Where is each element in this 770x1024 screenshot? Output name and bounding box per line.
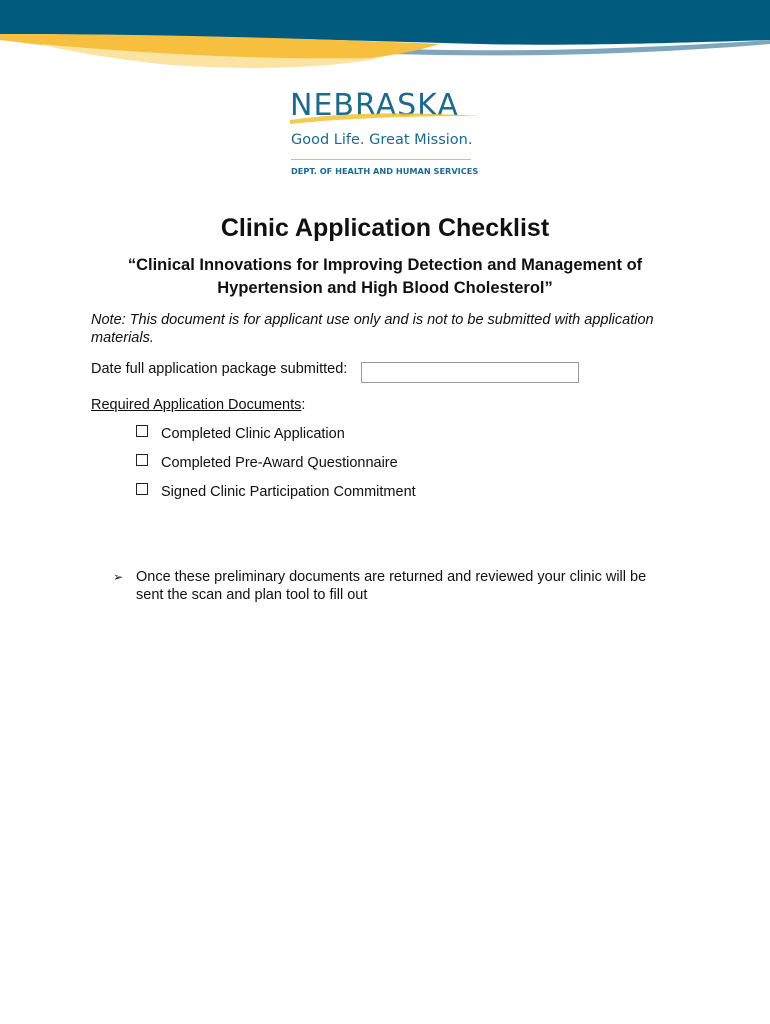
logo-wordmark: NEBRASKA [290,88,459,123]
checklist-item [136,453,416,482]
header-wave-banner [0,0,770,80]
page-title: Clinic Application Checklist [220,214,550,242]
checkbox[interactable] [136,425,148,437]
submission-date-row [91,359,611,385]
next-steps-text: Once these preliminary documents are returned and reviewed your clinic will be sent the scan and plan tool to fill out [136,569,647,603]
checklist-item [136,424,416,453]
checklist-item [136,482,416,511]
logo-tagline: Good Life. Great Mission. [291,132,473,148]
program-subtitle: “Clinical Innovations for Improving Detection and Management of Hypertension and High Blood Cholesterol” [127,256,643,297]
logo-department: DEPT. OF HEALTH AND HUMAN SERVICES [291,166,479,176]
checkbox[interactable] [136,483,148,495]
checklist-item-label: Signed Clinic Participation Commitment [161,484,416,500]
required-documents-heading [91,396,305,414]
checklist-item-label: Completed Clinic Application [161,426,345,442]
submission-date-label: Date full application package submitted: [91,361,348,377]
checklist-item-label: Completed Pre-Award Questionnaire [161,455,398,471]
logo-divider [291,159,471,160]
logo-swoosh-icon [284,108,484,128]
arrow-bullet-icon: ➢ [113,570,124,584]
required-documents-checklist [136,424,416,511]
submission-date-field[interactable] [361,362,579,383]
checkbox[interactable] [136,454,148,466]
required-documents-heading-colon: : [301,397,306,413]
required-documents-heading-text: Required Application Documents [91,397,302,413]
usage-note: Note: This document is for applicant use only and is not to be submitted with application materials. [91,312,654,346]
nebraska-dhhs-logo [284,88,484,180]
